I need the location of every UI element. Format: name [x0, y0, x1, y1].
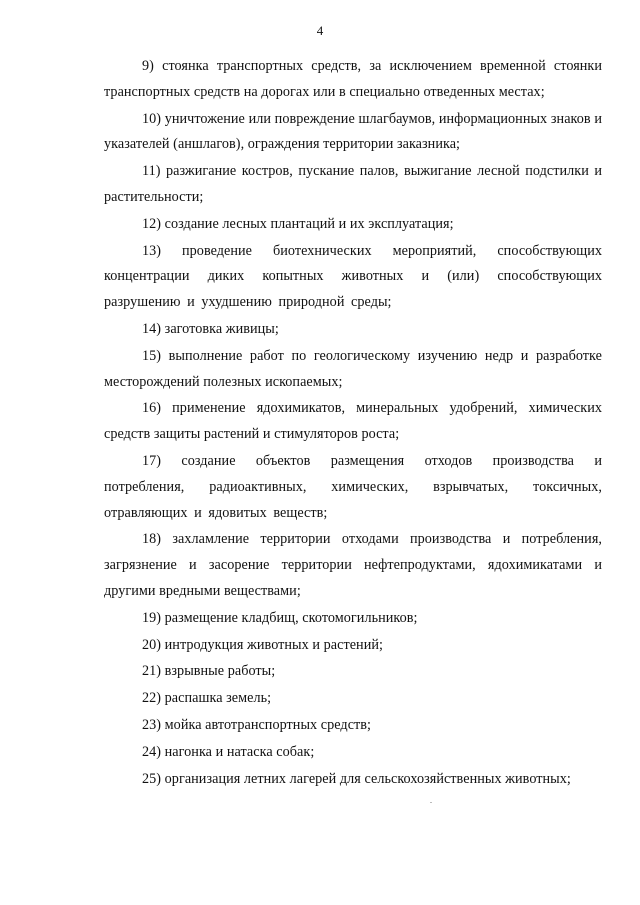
- list-item: 13) проведение биотехнических мероприятий, способствующих концентрации диких копытных животных и (или) способствующих разрушению и ухудшению природной среды;: [104, 242, 602, 311]
- list-item: 16) применение ядохимикатов, минеральных удобрений, химических средств защиты растений и стимуляторов роста;: [104, 400, 602, 443]
- list-item: 23) мойка автотранспортных средств;: [142, 716, 372, 733]
- scan-speck: [430, 802, 432, 803]
- list-item: 24) нагонка и натаска собак;: [142, 743, 315, 760]
- page-number: 4: [316, 23, 324, 38]
- list-item: 14) заготовка живицы;: [142, 320, 279, 337]
- list-item: 20) интродукция животных и растений;: [142, 636, 383, 653]
- list-item: 21) взрывные работы;: [142, 663, 276, 680]
- list-item: 25) организация летних лагерей для сельскохозяйственных животных;: [142, 770, 571, 787]
- list-item: 18) захламление территории отходами производства и потребления, загрязнение и засорение территории нефтепродуктами, ядохимикатами и другими вредными веществами;: [104, 531, 602, 599]
- list-item: 12) создание лесных плантаций и их эксплуатация;: [142, 215, 454, 232]
- list-item: 11) разжигание костров, пускание палов, выжигание лесной подстилки и растительности;: [104, 163, 602, 205]
- list-item: 9) стоянка транспортных средств, за исключением временной стоянки транспортных средств на дорогах или в специально отведенных местах;: [104, 58, 602, 100]
- list-item: 10) уничтожение или повреждение шлагбаумов, информационных знаков и указателей (аншлагов), ограждения территории заказника;: [104, 110, 602, 153]
- list-item: 17) создание объектов размещения отходов производства и потребления, радиоактивных, химических, взрывчатых, токсичных, отравляющих и ядовитых веществ;: [104, 452, 602, 521]
- list-item: 19) размещение кладбищ, скотомогильников;: [142, 609, 418, 626]
- list-item: 22) распашка земель;: [142, 690, 272, 707]
- list-item: 15) выполнение работ по геологическому изучению недр и разработке месторождений полезных ископаемых;: [104, 347, 602, 390]
- prohibition-list: [104, 54, 602, 793]
